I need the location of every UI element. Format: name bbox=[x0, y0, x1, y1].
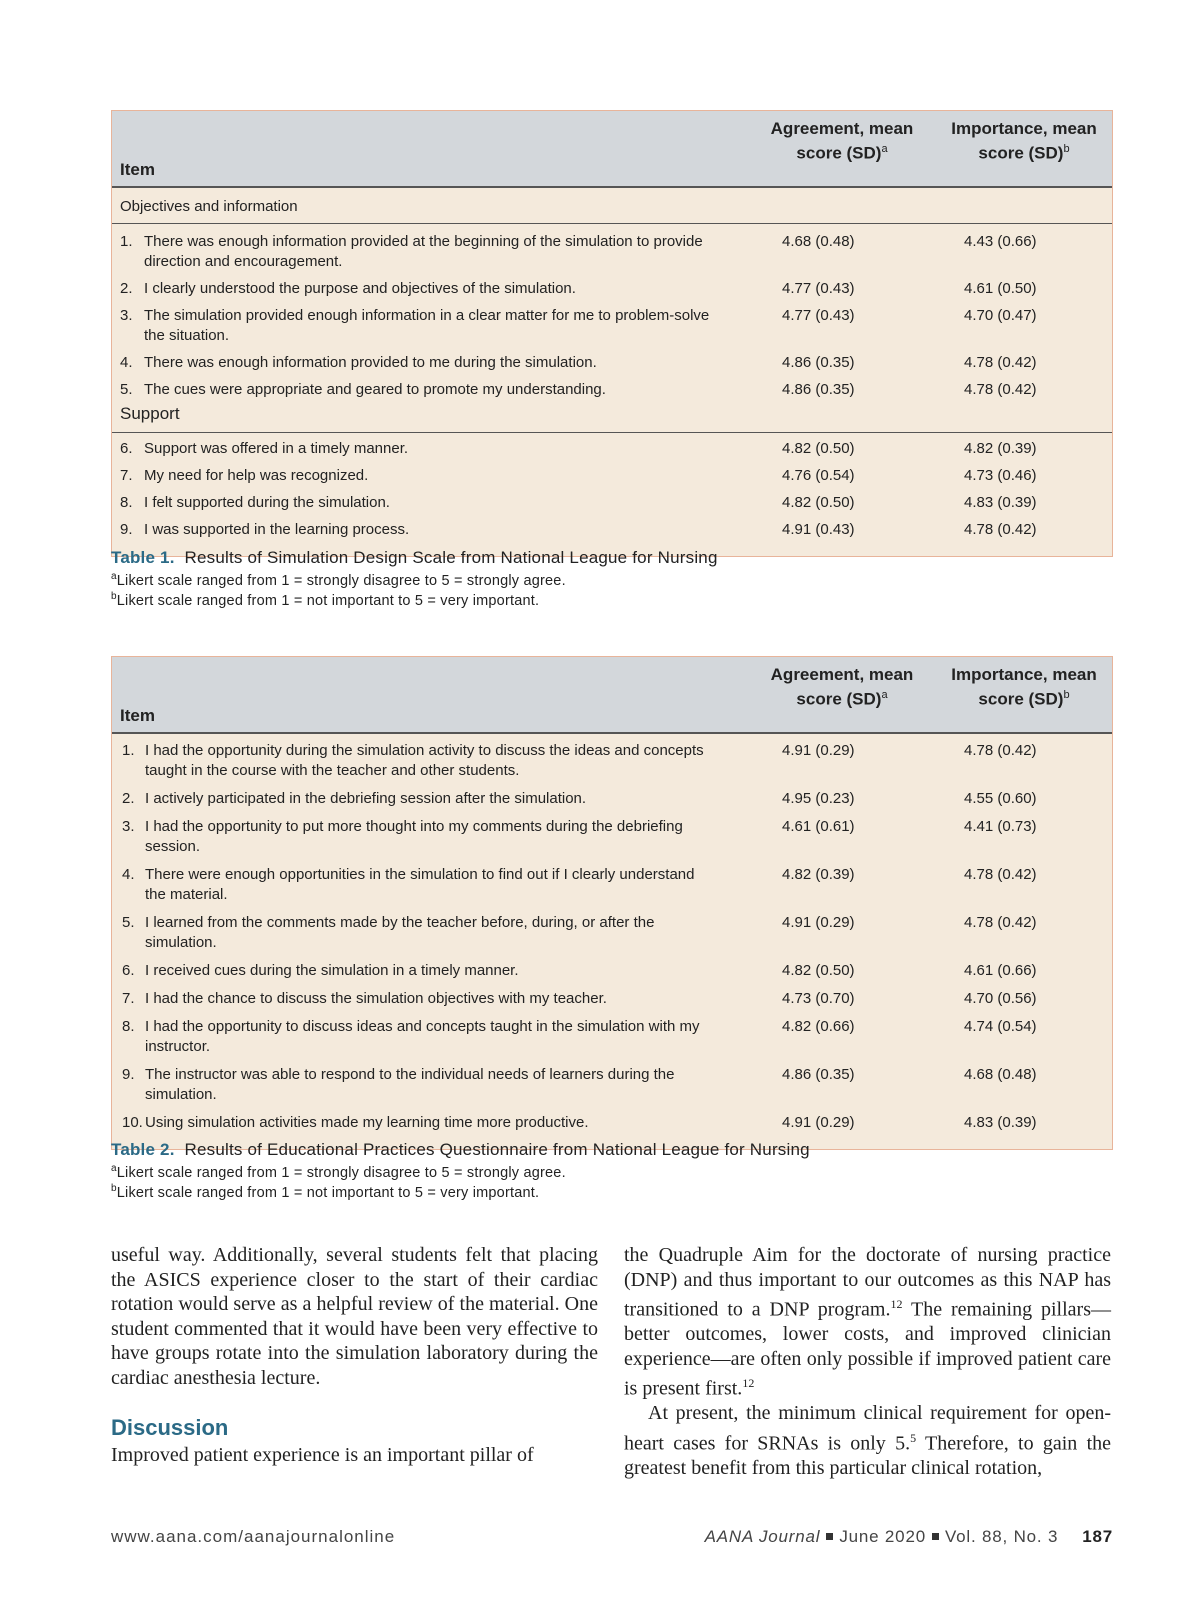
agreement-value: 4.82 (0.66) bbox=[782, 1018, 855, 1035]
footnote-text: Likert scale ranged from 1 = strongly disagree to 5 = strongly agree. bbox=[116, 572, 566, 589]
header-importance-label: Importance, mean score (SD) bbox=[951, 119, 1097, 163]
importance-value: 4.82 (0.39) bbox=[964, 440, 1037, 457]
body-paragraph: Improved patient experience is an important pillar of bbox=[111, 1443, 534, 1466]
header-item: Item bbox=[120, 706, 155, 725]
section-rows bbox=[112, 433, 1112, 540]
importance-value: 4.43 (0.66) bbox=[964, 233, 1037, 250]
agreement-value: 4.82 (0.50) bbox=[782, 440, 855, 457]
row-number: 8. bbox=[120, 494, 133, 511]
table-row bbox=[112, 1065, 1112, 1105]
importance-value: 4.78 (0.42) bbox=[964, 914, 1037, 931]
footnote-marker: a bbox=[881, 143, 888, 155]
agreement-value: 4.91 (0.29) bbox=[782, 914, 855, 931]
section-title: Support bbox=[112, 400, 1112, 433]
importance-value: 4.78 (0.42) bbox=[964, 742, 1037, 759]
row-number: 6. bbox=[120, 440, 133, 457]
table-row bbox=[112, 1113, 1112, 1133]
row-text: The instructor was able to respond to the individual needs of learners during the simulation. bbox=[145, 1066, 675, 1103]
footnote-text: Likert scale ranged from 1 = not important to 5 = very important. bbox=[116, 1184, 540, 1201]
row-number: 3. bbox=[120, 307, 133, 324]
body-paragraph: useful way. Additionally, several students felt that placing the ASICS experience closer to the start of their cardiac rotation would serve as a helpful review of the material. One student commented that it would have been very effective to have groups rotate into the simulation laboratory during the cardiac anesthesia lecture. bbox=[111, 1244, 598, 1389]
table-row bbox=[112, 989, 1112, 1009]
agreement-value: 4.91 (0.43) bbox=[782, 521, 855, 538]
row-number: 6. bbox=[122, 962, 135, 979]
agreement-value: 4.76 (0.54) bbox=[782, 467, 855, 484]
table-row bbox=[112, 279, 1112, 299]
issue-date: June 2020 bbox=[839, 1527, 926, 1546]
table-row bbox=[112, 789, 1112, 809]
header-agreement bbox=[752, 119, 932, 164]
row-number: 8. bbox=[122, 1018, 135, 1035]
header-agreement-label: Agreement, mean score (SD) bbox=[770, 119, 914, 163]
row-text: I actively participated in the debriefing session after the simulation. bbox=[145, 790, 587, 807]
section-title: Objectives and information bbox=[112, 188, 1112, 224]
journal-name: AANA Journal bbox=[704, 1527, 821, 1546]
importance-value: 4.78 (0.42) bbox=[964, 521, 1037, 538]
row-number: 2. bbox=[122, 790, 135, 807]
table-2-caption bbox=[111, 1140, 810, 1160]
footnote-b bbox=[111, 1183, 539, 1201]
text-run: The remaining pillars—better outcomes, lower costs, and improved clinician experience—are often only possible if improved patient care is present first. bbox=[624, 1298, 1111, 1400]
agreement-value: 4.91 (0.29) bbox=[782, 742, 855, 759]
footnote-marker: a bbox=[881, 689, 888, 701]
page-number: 187 bbox=[1082, 1527, 1113, 1546]
importance-value: 4.41 (0.73) bbox=[964, 818, 1037, 835]
footnote-marker: b bbox=[1063, 689, 1070, 701]
row-number: 1. bbox=[122, 742, 135, 759]
importance-value: 4.83 (0.39) bbox=[964, 1114, 1037, 1131]
footnote-marker: b bbox=[1063, 143, 1070, 155]
table-row bbox=[112, 306, 1112, 346]
table-header bbox=[112, 111, 1112, 188]
row-text: Using simulation activities made my learning time more productive. bbox=[145, 1114, 589, 1131]
agreement-value: 4.77 (0.43) bbox=[782, 307, 855, 324]
table-rows bbox=[112, 734, 1112, 1133]
caption-text: Results of Simulation Design Scale from National League for Nursing bbox=[184, 548, 718, 567]
footnote-marker: b bbox=[111, 1183, 117, 1194]
footnote-b bbox=[111, 591, 539, 609]
row-text: I had the opportunity to put more thought into my comments during the debriefing session. bbox=[145, 818, 683, 855]
table-row bbox=[112, 520, 1112, 540]
header-agreement-label: Agreement, mean score (SD) bbox=[770, 665, 914, 709]
table-row bbox=[112, 466, 1112, 486]
footnote-marker: a bbox=[111, 1163, 117, 1174]
agreement-value: 4.82 (0.50) bbox=[782, 962, 855, 979]
importance-value: 4.74 (0.54) bbox=[964, 1018, 1037, 1035]
table-1 bbox=[111, 110, 1113, 557]
importance-value: 4.73 (0.46) bbox=[964, 467, 1037, 484]
row-number: 4. bbox=[122, 866, 135, 883]
importance-value: 4.55 (0.60) bbox=[964, 790, 1037, 807]
row-text: There was enough information provided at the beginning of the simulation to provide direction and encouragement. bbox=[144, 233, 703, 270]
agreement-value: 4.95 (0.23) bbox=[782, 790, 855, 807]
body-column-left bbox=[111, 1243, 598, 1467]
section-rows bbox=[112, 224, 1112, 400]
agreement-value: 4.73 (0.70) bbox=[782, 990, 855, 1007]
footnote-marker: b bbox=[111, 591, 117, 602]
row-text: The simulation provided enough information in a clear matter for me to problem-solve the situation. bbox=[144, 307, 710, 344]
row-text: My need for help was recognized. bbox=[144, 467, 369, 484]
row-text: I was supported in the learning process. bbox=[144, 521, 410, 538]
row-text: I learned from the comments made by the teacher before, during, or after the simulation. bbox=[145, 914, 655, 951]
row-number: 9. bbox=[122, 1066, 135, 1083]
citation-ref: 5 bbox=[910, 1430, 917, 1445]
importance-value: 4.61 (0.50) bbox=[964, 280, 1037, 297]
row-text: The cues were appropriate and geared to promote my understanding. bbox=[144, 381, 606, 398]
caption-label: Table 2. bbox=[111, 1140, 175, 1159]
caption-text: Results of Educational Practices Questionnaire from National League for Nursing bbox=[184, 1140, 810, 1159]
table-row bbox=[112, 961, 1112, 981]
footer-url[interactable]: www.aana.com/aanajournalonline bbox=[111, 1527, 396, 1546]
body-paragraph bbox=[624, 1243, 1111, 1401]
importance-value: 4.68 (0.48) bbox=[964, 1066, 1037, 1083]
citation-ref: 12 bbox=[742, 1376, 755, 1391]
table-row bbox=[112, 913, 1112, 953]
agreement-value: 4.82 (0.39) bbox=[782, 866, 855, 883]
row-text: I had the opportunity to discuss ideas and concepts taught in the simulation with my instructor. bbox=[145, 1018, 700, 1055]
row-text: I clearly understood the purpose and objectives of the simulation. bbox=[144, 280, 576, 297]
importance-value: 4.70 (0.47) bbox=[964, 307, 1037, 324]
table-row bbox=[112, 353, 1112, 373]
footnote-marker: a bbox=[111, 571, 117, 582]
table-row bbox=[112, 865, 1112, 905]
table-row bbox=[112, 232, 1112, 272]
row-number: 7. bbox=[122, 990, 135, 1007]
row-text: I had the chance to discuss the simulation objectives with my teacher. bbox=[145, 990, 607, 1007]
footer-citation bbox=[705, 1527, 1113, 1547]
row-number: 7. bbox=[120, 467, 133, 484]
header-importance bbox=[934, 119, 1114, 164]
volume-info: Vol. 88, No. 3 bbox=[944, 1527, 1059, 1546]
header-importance bbox=[934, 665, 1114, 710]
row-text: There was enough information provided to me during the simulation. bbox=[144, 354, 597, 371]
importance-value: 4.61 (0.66) bbox=[964, 962, 1037, 979]
table-row bbox=[112, 741, 1112, 781]
separator-square-icon bbox=[826, 1533, 833, 1540]
agreement-value: 4.86 (0.35) bbox=[782, 354, 855, 371]
table-row bbox=[112, 439, 1112, 459]
table-row bbox=[112, 380, 1112, 400]
row-text: I had the opportunity during the simulation activity to discuss the ideas and concepts taught in the course with the teacher and other students. bbox=[145, 742, 704, 779]
row-number: 5. bbox=[122, 914, 135, 931]
row-text: There were enough opportunities in the simulation to find out if I clearly understand the material. bbox=[145, 866, 695, 903]
row-text: I received cues during the simulation in a timely manner. bbox=[145, 962, 519, 979]
importance-value: 4.78 (0.42) bbox=[964, 866, 1037, 883]
footnote-text: Likert scale ranged from 1 = not important to 5 = very important. bbox=[116, 592, 540, 609]
row-number: 4. bbox=[120, 354, 133, 371]
header-importance-label: Importance, mean score (SD) bbox=[951, 665, 1097, 709]
footnote-text: Likert scale ranged from 1 = strongly disagree to 5 = strongly agree. bbox=[116, 1164, 566, 1181]
agreement-value: 4.68 (0.48) bbox=[782, 233, 855, 250]
importance-value: 4.70 (0.56) bbox=[964, 990, 1037, 1007]
header-item: Item bbox=[120, 160, 155, 179]
agreement-value: 4.77 (0.43) bbox=[782, 280, 855, 297]
header-agreement bbox=[752, 665, 932, 710]
row-number: 1. bbox=[120, 233, 133, 250]
table-row bbox=[112, 493, 1112, 513]
row-number: 2. bbox=[120, 280, 133, 297]
citation-ref: 12 bbox=[890, 1297, 903, 1311]
agreement-value: 4.86 (0.35) bbox=[782, 1066, 855, 1083]
importance-value: 4.78 (0.42) bbox=[964, 381, 1037, 398]
row-number: 3. bbox=[122, 818, 135, 835]
agreement-value: 4.82 (0.50) bbox=[782, 494, 855, 511]
footnote-a bbox=[111, 1163, 566, 1181]
table-2 bbox=[111, 656, 1113, 1150]
agreement-value: 4.91 (0.29) bbox=[782, 1114, 855, 1131]
footnote-a bbox=[111, 571, 566, 589]
table-header bbox=[112, 657, 1112, 734]
row-number: 5. bbox=[120, 381, 133, 398]
row-text: Support was offered in a timely manner. bbox=[144, 440, 409, 457]
caption-label: Table 1. bbox=[111, 548, 175, 567]
body-column-right bbox=[624, 1243, 1111, 1480]
text-run: the Quadruple Aim for the doctorate of nursing practice (DNP) and thus important to our outcomes as this NAP has transitioned to a DNP program. bbox=[624, 1244, 1111, 1321]
text-run: At present, the minimum clinical requirement for open-heart cases for SRNAs is only 5. bbox=[624, 1402, 1111, 1455]
text-run: Therefore, to gain the greatest benefit from this particular clinical rotation, bbox=[624, 1432, 1111, 1479]
importance-value: 4.78 (0.42) bbox=[964, 354, 1037, 371]
row-number: 10. bbox=[122, 1114, 143, 1131]
separator-square-icon bbox=[932, 1533, 939, 1540]
section-heading: Discussion bbox=[111, 1415, 229, 1440]
agreement-value: 4.61 (0.61) bbox=[782, 818, 855, 835]
table-row bbox=[112, 817, 1112, 857]
row-number: 9. bbox=[120, 521, 133, 538]
importance-value: 4.83 (0.39) bbox=[964, 494, 1037, 511]
body-paragraph bbox=[624, 1401, 1111, 1480]
row-text: I felt supported during the simulation. bbox=[144, 494, 390, 511]
table-row bbox=[112, 1017, 1112, 1057]
table-1-caption bbox=[111, 548, 718, 568]
agreement-value: 4.86 (0.35) bbox=[782, 381, 855, 398]
